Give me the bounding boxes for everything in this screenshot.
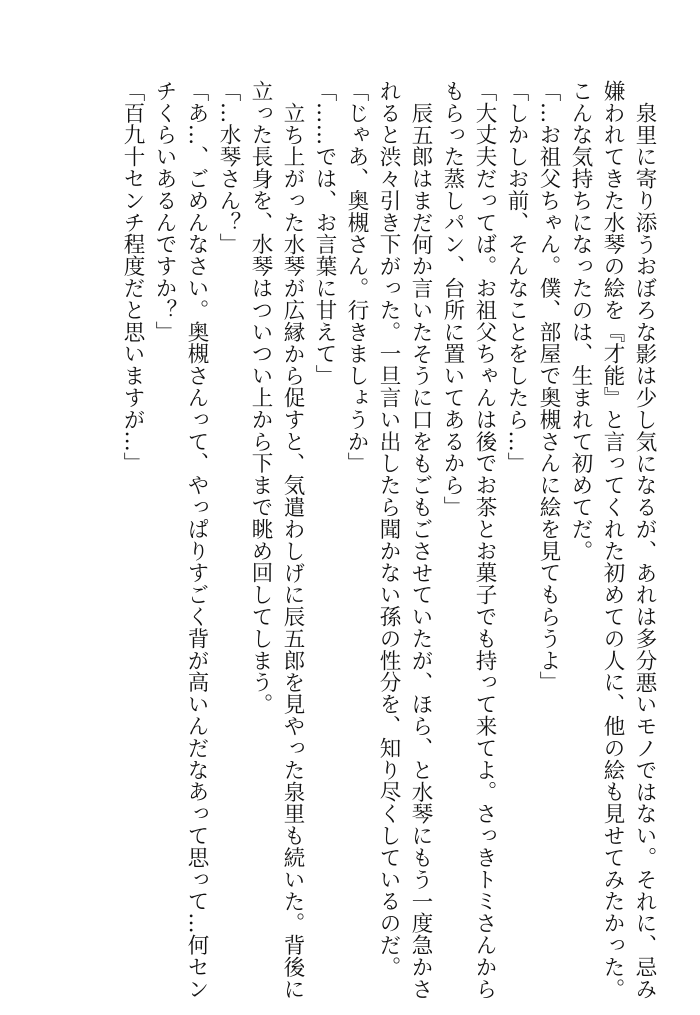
dialogue-line: 「…お祖父ちゃん。僕、部屋で奥槻さんに絵を見てもらうよ」 (536, 80, 561, 694)
dialogue-line: 「…水琴さん？」 (216, 80, 241, 256)
text-line: 辰五郎はまだ何か言いたそうに口をもごもごさせていたが、ほら、と水琴にもう一度急かさ (408, 101, 433, 1000)
text-line: れると渋々引き下がった。一旦言い出したら聞かない孫の性分を、知り尽くしているのだ。 (376, 80, 401, 978)
text-line: 嫌われてきた水琴の絵を『才能』と言ってくれた初めての人に、他の絵も見せてみたかった。 (600, 80, 625, 1000)
dialogue-line: 「百九十センチ程度だと思いますが…」 (120, 80, 145, 475)
dialogue-line: 「あ…、ごめんなさい。奥槻さんって、やっぱりすごく背が高いんだなあって思って…何セン (184, 80, 209, 1000)
text-line: 泉里に寄り添うおぼろな影は少し気になるが、あれは多分悪いモノではない。それに、忌み (632, 101, 657, 1000)
vertical-text-body (50, 80, 660, 1000)
dialogue-line: 「大丈夫だってば。お祖父ちゃんは後でお茶とお菓子でも持って来てよ。さっきトミさんから (472, 80, 497, 1000)
text-line: 立った長身を、水琴はついつい上から下まで眺め回してしまう。 (248, 80, 273, 716)
dialogue-line: もらった蒸しパン、台所に置いてあるから」 (440, 80, 465, 518)
dialogue-line: 「……では、お言葉に甘えて」 (312, 80, 337, 387)
text-line: 立ち上がった水琴が広縁から促すと、気遣わしげに辰五郎を見やった泉里も続いた。背後に (280, 101, 305, 1000)
dialogue-line: 「じゃあ、奥槻さん。行きましょうか」 (344, 80, 369, 475)
dialogue-line: チくらいあるんですか？」 (152, 80, 177, 343)
text-line: こんな気持ちになったのは、生まれて初めてだ。 (568, 80, 593, 562)
dialogue-line: 「しかしお前、そんなことをしたら…」 (504, 80, 529, 475)
